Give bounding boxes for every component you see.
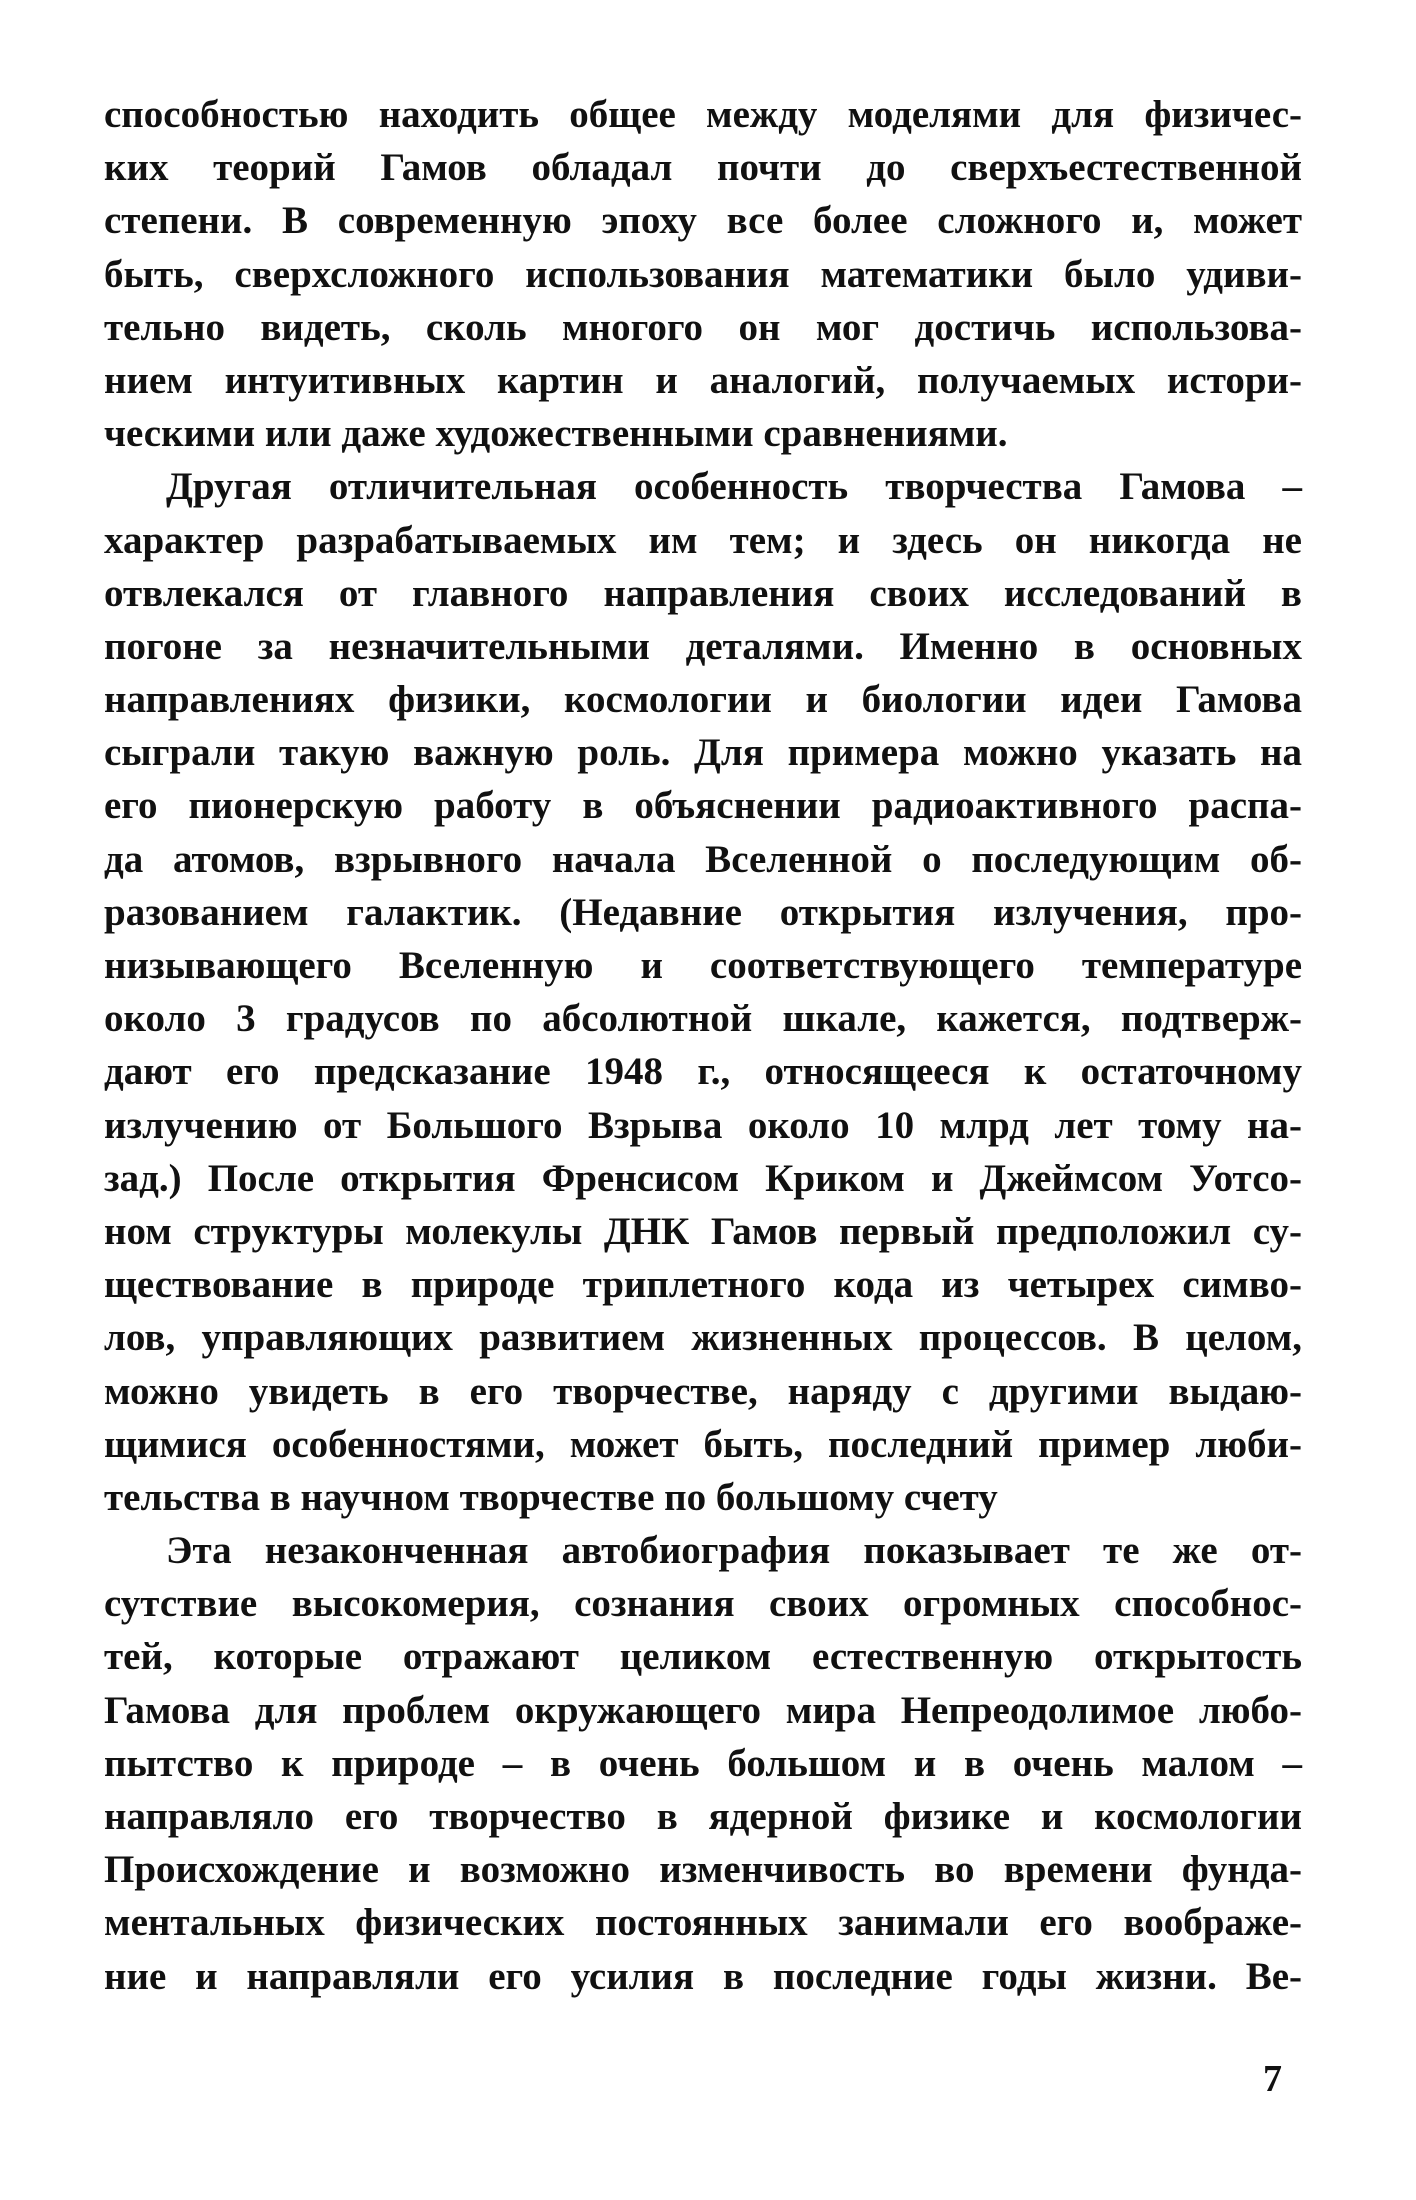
text-line: ческими или даже художественными сравнениями. (104, 412, 1008, 456)
text-line: зад.) После открытия Френсисом Криком и Джеймсом Уотсо- (104, 1156, 1302, 1200)
text-line: характер разрабатываемых им тем; и здесь он никогда не (104, 518, 1302, 562)
text-line: ментальных физических постоянных занимали его воображе- (104, 1901, 1302, 1945)
text-line: нием интуитивных картин и аналогий, получаемых истори- (104, 358, 1302, 402)
text-line: тельно видеть, сколь многого он мог достичь использова- (104, 305, 1302, 349)
text-line: быть, сверхсложного использования математики было удиви- (104, 252, 1302, 296)
text-line: Гамова для проблем окружающего мира Непреодолимое любо- (104, 1688, 1302, 1732)
text-line: способностью находить общее между моделями для физичес- (104, 93, 1302, 136)
text-line: погоне за незначительными деталями. Именно в основных (104, 624, 1302, 668)
text-line: Другая отличительная особенность творчества Гамова – (166, 465, 1302, 509)
text-line: можно увидеть в его творчестве, наряду с другими выдаю- (104, 1369, 1302, 1413)
body-text (104, 88, 1302, 2003)
paragraph-3 (104, 1524, 1302, 2003)
text-line: Происхождение и возможно изменчивость во времени фунда- (104, 1848, 1302, 1892)
page-number: 7 (1263, 2058, 1282, 2100)
text-line: да атомов, взрывного начала Вселенной о последующим об- (104, 837, 1302, 881)
text-line: около 3 градусов по абсолютной шкале, кажется, подтверж- (104, 997, 1302, 1041)
text-line: тей, которые отражают целиком естественную открытость (104, 1635, 1302, 1679)
text-line: степени. В современную эпоху все более сложного и, может (104, 199, 1302, 243)
text-line: дают его предсказание 1948 г., относящееся к остаточному (104, 1050, 1302, 1094)
text-line: сыграли такую важную роль. Для примера можно указать на (104, 731, 1302, 775)
text-line: направляло его творчество в ядерной физике и космологии (104, 1795, 1302, 1838)
text-line: Эта незаконченная автобиография показывает те же от- (166, 1529, 1302, 1573)
text-line: щимися особенностями, может быть, последний пример люби- (104, 1422, 1302, 1466)
text-line: отвлекался от главного направления своих исследований в (104, 571, 1302, 615)
text-line: излучению от Большого Взрыва около 10 млрд лет тому на- (104, 1103, 1302, 1147)
text-line: тельства в научном творчестве по большому счету (104, 1475, 998, 1519)
paragraph-1 (104, 88, 1302, 460)
text-line: ких теорий Гамов обладал почти до сверхъестественной (104, 146, 1302, 190)
paragraph-2 (104, 460, 1302, 1524)
text-line: разованием галактик. (Недавние открытия излучения, про- (104, 890, 1302, 934)
text-line: его пионерскую работу в объяснении радиоактивного распа- (104, 784, 1302, 828)
text-line: ние и направляли его усилия в последние годы жизни. Ве- (104, 1954, 1302, 1998)
text-line: лов, управляющих развитием жизненных процессов. В целом, (104, 1316, 1302, 1360)
text-line: ществование в природе триплетного кода из четырех симво- (104, 1263, 1302, 1307)
text-line: низывающего Вселенную и соответствующего температуре (104, 944, 1302, 987)
text-line: ном структуры молекулы ДНК Гамов первый предположил су- (104, 1209, 1302, 1253)
text-line: пытство к природе – в очень большом и в очень малом – (104, 1741, 1302, 1785)
text-line: направлениях физики, космологии и биологии идеи Гамова (104, 678, 1302, 722)
text-line: сутствие высокомерия, сознания своих огромных способнос- (104, 1582, 1302, 1626)
